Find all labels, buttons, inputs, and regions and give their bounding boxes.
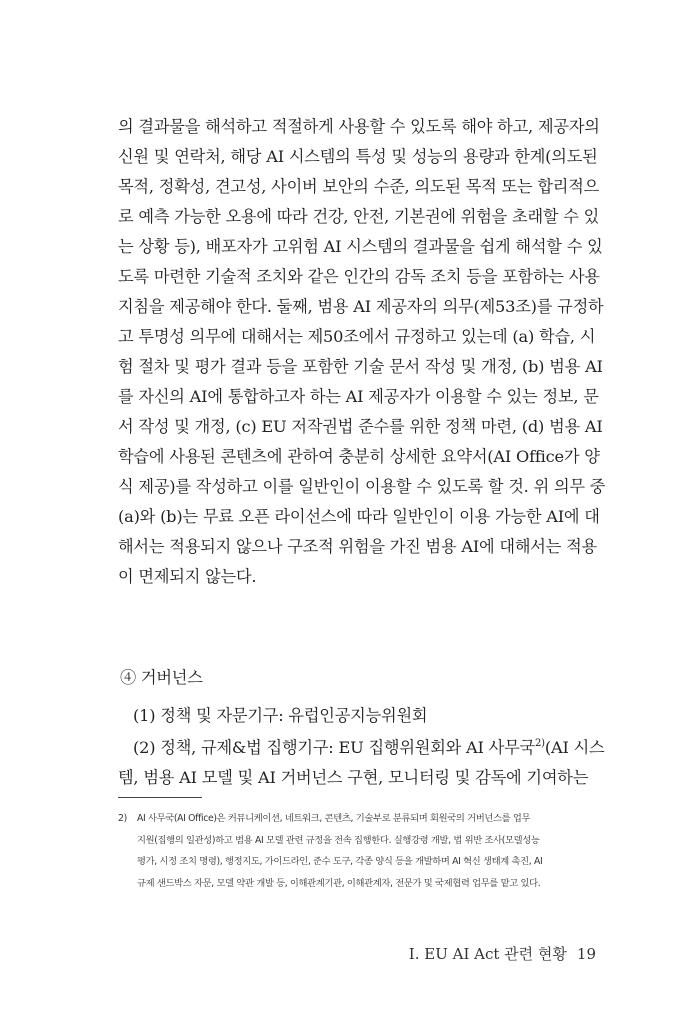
body-line: (a)와 (b)는 무료 오픈 라이선스에 따라 일반인이 이용 가능한 AI에 대: [118, 507, 600, 526]
body-line: 식 제공)를 작성하고 이를 일반인이 이용할 수 있도록 할 것. 위 의무 중: [118, 477, 606, 496]
body-line: 험 절차 및 평가 결과 등을 포함한 기술 문서 작성 및 개정, (b) 범용 AI: [118, 357, 603, 376]
footnote-text: AI 사무국(AI Office)은 커뮤니케이션, 네트워크, 콘텐츠, 기술부로 분류되며 회원국의 거버넌스를 업무: [137, 813, 531, 824]
footnote: [118, 808, 596, 894]
page-footer: [409, 943, 596, 964]
body-line: 의 결과물을 해석하고 적절하게 사용할 수 있도록 해야 하고, 제공자의: [118, 117, 600, 136]
governance-item-2-tail: (AI 시스: [544, 738, 605, 757]
section-heading-text: ④ 거버넌스: [120, 668, 203, 687]
governance-item-2-line-1: [118, 733, 605, 763]
body-line: 신원 및 연락처, 해당 AI 시스템의 특성 및 성능의 용량과 한계(의도된: [118, 147, 598, 166]
governance-item-1: [133, 701, 427, 731]
governance-item-2-line-2: 템, 범용 AI 모델 및 AI 거버넌스 구현, 모니터링 및 감독에 기여하는: [118, 768, 589, 787]
footnote-line: 지원(집행의 일관성)하고 범용 AI 모델 관련 규정을 전속 집행한다. 실행강령 개발, 법 위반 조사(모델성능: [137, 834, 540, 846]
body-line: 학습에 사용된 콘텐츠에 관하여 충분히 상세한 요약서(AI Office가 양: [118, 447, 600, 466]
body-line: 목적, 정확성, 견고성, 사이버 보안의 수준, 의도된 목적 또는 합리적으: [118, 177, 600, 196]
footnote-reference[interactable]: 2): [534, 738, 545, 749]
governance-item-2-text: (2) 정책, 규제&법 집행기구: EU 집행위원회와 AI 사무국: [133, 738, 535, 757]
body-line: 서 작성 및 개정, (c) EU 저작권법 준수를 위한 정책 마련, (d) 범용 AI: [118, 417, 603, 436]
body-line: 는 상황 등), 배포자가 고위험 AI 시스템의 결과물을 쉽게 해석할 수 있: [118, 237, 603, 256]
footnote-divider: [118, 797, 202, 798]
page-number: 19: [576, 945, 596, 963]
governance-item-2: [118, 733, 605, 793]
body-paragraph: [118, 112, 606, 592]
body-line: 해서는 적용되지 않으나 구조적 위험을 가진 범용 AI에 대해서는 적용: [118, 537, 597, 556]
governance-item-1-text: (1) 정책 및 자문기구: 유럽인공지능위원회: [133, 706, 428, 725]
footnote-number: 2): [118, 813, 127, 824]
body-line: 지침을 제공해야 한다. 둘째, 범용 AI 제공자의 의무(제53조)를 규정하: [118, 297, 604, 316]
body-line: 로 예측 가능한 오용에 따라 건강, 안전, 기본권에 위험을 초래할 수 있: [118, 207, 600, 226]
body-line: 도록 마련한 기술적 조치와 같은 인간의 감독 조치 등을 포함하는 사용: [118, 267, 600, 286]
body-line: 를 자신의 AI에 통합하고자 하는 AI 제공자가 이용할 수 있는 정보, 문: [118, 387, 599, 406]
running-title: I. EU AI Act 관련 현황: [408, 945, 567, 963]
body-line: 이 면제되지 않는다.: [118, 567, 257, 586]
section-heading: [120, 663, 203, 693]
footnote-line: 규제 샌드박스 자문, 모델 약관 개발 등, 이해관계기관, 이해관계자, 전문가 및 국제협력 업무를 맡고 있다.: [137, 877, 541, 889]
body-line: 고 투명성 의무에 대해서는 제50조에서 규정하고 있는데 (a) 학습, 시: [118, 327, 596, 346]
footnote-line: 평가, 시정 조치 명령), 행정지도, 가이드라인, 준수 도구, 각종 양식 등을 개발하며 AI 혁신 생태계 촉진, AI: [137, 856, 543, 867]
footnote-line: [118, 808, 596, 830]
